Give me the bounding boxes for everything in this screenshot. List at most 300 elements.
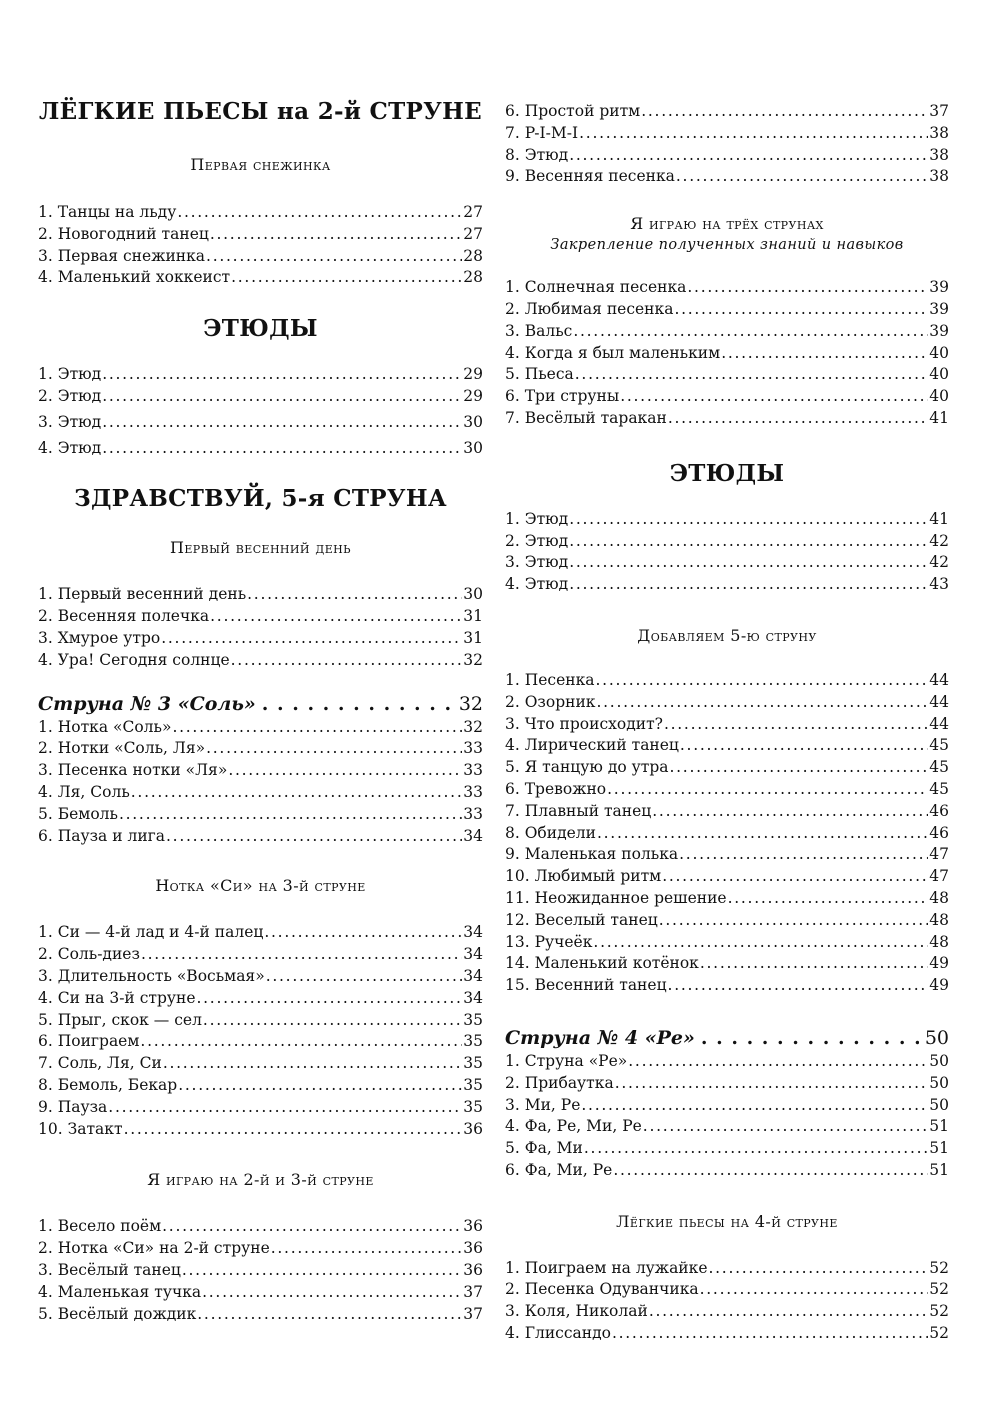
toc-entry [505,1051,949,1073]
leader-dots [579,123,928,145]
toc-entry [38,1053,483,1075]
toc-list [505,1051,949,1182]
entry-title: Весело поём [57,1217,162,1236]
entry-title: Этюд [57,412,102,431]
entry-number: 2. [505,692,525,711]
toc-entry [505,1073,949,1095]
entry-title: Соль, Ля, Си [57,1054,162,1073]
entry-number: 2. [505,1280,525,1299]
toc-entry [505,343,949,365]
toc-entry [505,692,949,714]
toc-entry [505,866,949,888]
toc-entry [505,166,949,188]
leader-dots [182,1260,462,1282]
page-number: 27 [463,203,483,221]
entry-title: Этюд [524,145,569,164]
toc-right-column [505,98,949,1345]
entry-title: Этюд [524,509,569,528]
toc-entry [38,1260,483,1282]
entry-title: Соль-диез [57,945,140,964]
entry-title: Весенняя полечка [57,607,210,626]
page-number: 35 [463,1075,483,1094]
toc-entry [505,509,949,531]
toc-entry [505,779,949,801]
entry-title: Неожиданное решение [534,888,727,907]
page-number: 51 [929,1160,949,1179]
toc-entry [505,888,949,910]
entry-title: Ми, Ре [524,1095,581,1114]
entry-title: Тревожно [524,779,607,798]
entry-title: Весёлый дождик [57,1304,197,1323]
toc-entry [38,267,483,289]
subsection-heading: Лёгкие пьесы на 4-й струне [616,1211,838,1231]
string-title: Струна № 4 «Ре» [505,1026,695,1049]
toc-entry [38,650,483,672]
entry-title: Этюд [57,365,102,384]
leader-dots [203,1010,462,1032]
toc-entry [505,844,949,866]
toc-entry [505,101,949,123]
toc-list [505,277,949,430]
entry-number: 10. [38,1119,68,1138]
subsection-heading: Первая снежинка [190,155,331,174]
entry-title: Когда я был маленьким [524,343,721,362]
toc-entry [38,922,483,944]
leader-dots [569,509,928,531]
leader-dots [569,145,928,167]
toc-entry [38,782,483,804]
toc-entry [505,1138,949,1160]
toc-entry [38,988,483,1010]
page-number: 44 [929,714,949,733]
toc-entry [505,123,949,145]
entry-number: 4. [38,268,58,287]
entry-number: 4. [38,1282,58,1301]
leader-dots [700,953,928,975]
entry-title: Ручеёк [534,932,593,951]
page-number: 38 [929,123,949,142]
page-number: 34 [463,826,483,845]
leader-dots [652,801,928,823]
page-number: 43 [929,575,949,594]
page-number: 39 [929,321,949,340]
entry-title: Этюд [524,531,569,550]
leader-dots [569,531,928,553]
leader-dots [607,779,928,801]
entry-number: 3. [38,1260,58,1279]
entry-title: Длительность «Восьмая» [57,966,265,985]
entry-title: Первый весенний день [57,585,247,604]
page-number: 47 [929,867,949,886]
entry-title: Бемоль, Бекар [57,1075,178,1094]
entry-title: Этюд [524,575,569,594]
entry-number: 3. [505,1302,525,1321]
toc-entry [505,277,949,299]
page-number: 40 [929,365,949,384]
toc-list [38,922,483,1140]
toc-entry [38,364,483,386]
page-number: 36 [463,1239,483,1258]
toc-list [505,101,949,188]
toc-entry [505,714,949,736]
toc-entry [38,1010,483,1032]
leader-dots [593,932,928,954]
entry-title: Что происходит? [524,714,663,733]
entry-title: Нотка «Си» на 2-й струне [57,1239,270,1258]
entry-number: 1. [505,670,525,689]
leader-dots [584,1138,928,1160]
leader-dots [581,1095,928,1117]
entry-number: 8. [38,1075,58,1094]
toc-entry [505,386,949,408]
entry-number: 5. [505,1139,525,1158]
page-number: 45 [929,758,949,777]
entry-title: Коля, Николай [524,1302,648,1321]
leader-dots [177,202,462,224]
page-number: 50 [929,1095,949,1114]
page-number: 32 [458,692,483,715]
entry-number: 3. [38,412,58,431]
entry-number: 7. [505,801,525,820]
subsection-title: Я играю на трёх струнах [630,214,824,234]
string-heading [505,1025,949,1051]
page-number: 40 [929,343,949,362]
leader-dots [643,1116,928,1138]
page-number: 52 [929,1258,949,1277]
entry-number: 2. [505,1073,525,1092]
entry-number: 5. [505,758,525,777]
leader-dots [266,966,463,988]
page-number: 49 [929,976,949,995]
page-number: 31 [463,628,483,647]
toc-entry [505,145,949,167]
toc-entry [38,1075,483,1097]
toc-entry [505,1279,949,1301]
page-number: 44 [929,670,949,689]
entry-title: Этюд [57,438,102,457]
leader-dots [131,782,463,804]
toc-list [38,1216,483,1325]
section-heading: ЭТЮДЫ [669,459,785,487]
entry-number: 4. [505,343,525,362]
page-number: 31 [463,607,483,626]
section-heading: ЭТЮДЫ [203,315,318,343]
leader-dots [102,364,462,386]
entry-title: Песенка Одуванчика [524,1280,699,1299]
page-number: 32 [463,717,483,736]
page-number: 32 [463,650,483,669]
entry-title: Пьеса [524,365,574,384]
entry-number: 4. [38,988,58,1007]
page-number: 35 [463,1097,483,1116]
page-number: 45 [929,736,949,755]
leader-dots [596,670,929,692]
entry-title: Затакт [67,1119,123,1138]
entry-title: Вальс [524,321,573,340]
entry-number: 7. [38,1054,58,1073]
entry-number: 9. [505,167,525,186]
toc-entry [38,412,483,434]
entry-number: 8. [505,145,525,164]
entry-title: Глиссандо [524,1324,611,1343]
leader-dots [141,944,462,966]
page-number: 30 [463,438,483,457]
toc-entry [38,944,483,966]
toc-entry [505,670,949,692]
section-heading: ЛЁГКИЕ ПЬЕСЫ на 2-й СТРУНЕ [39,98,482,125]
page-number: 34 [463,923,483,942]
entry-title: Ля, Соль [57,782,130,801]
toc-entry [38,1119,483,1141]
toc-entry [505,1258,949,1280]
leader-dots [172,717,462,739]
leader-dots [628,1051,928,1073]
leader-dots [162,1216,462,1238]
entry-number: 4. [38,438,58,457]
leader-dots [597,823,928,845]
entry-title: Си — 4-й лад и 4-й палец [57,923,264,942]
toc-entry [38,386,483,408]
entry-number: 3. [38,761,58,780]
entry-title: Песенка нотки «Ля» [57,761,228,780]
toc-entry [505,801,949,823]
page-number: 30 [463,585,483,604]
entry-title: Си на 3-й струне [57,988,196,1007]
entry-number: 1. [505,278,525,297]
toc-entry [505,1095,949,1117]
entry-number: 1. [505,509,525,528]
page-number: 44 [929,692,949,711]
entry-title: Пауза [57,1097,108,1116]
subsection-heading [505,214,949,253]
entry-number: 5. [38,804,58,823]
leader-dots [659,910,929,932]
page-number: 41 [929,408,949,427]
leader-dots [728,888,929,910]
entry-number: 6. [38,826,58,845]
page-number: 48 [929,888,949,907]
leader-dots [102,386,462,408]
page-number: 30 [463,412,483,431]
entry-number: 4. [505,1324,525,1343]
leader-dots [620,386,928,408]
page-number: 48 [929,932,949,951]
toc-entry [505,823,949,845]
leader-dots [569,574,928,596]
leader-dots [264,922,462,944]
entry-title: Хмурое утро [57,628,161,647]
entry-number: 8. [505,823,525,842]
leader-dots [575,364,928,386]
leader-dots [662,866,928,888]
toc-entry [38,717,483,739]
page-number: 27 [463,224,483,243]
entry-number: 1. [505,1051,525,1070]
leader-dots [612,1323,928,1345]
subsection-heading: Я играю на 2-й и 3-й струне [147,1170,374,1190]
leader-dots [721,343,928,365]
leader-dots [669,757,928,779]
toc-list [38,202,483,289]
page-number: 51 [929,1117,949,1136]
entry-title: Весенний танец [534,976,667,995]
leader-dots [676,166,928,188]
leader-dots [210,224,462,246]
toc-entry [38,966,483,988]
entry-number: 6. [505,779,525,798]
toc-entry [38,246,483,268]
entry-number: 9. [38,1097,58,1116]
entry-title: Любимый ритм [534,867,662,886]
entry-number: 1. [38,717,58,736]
toc-list [505,1258,949,1345]
page-number: 28 [463,246,483,265]
entry-number: 2. [505,531,525,550]
entry-number: 2. [38,739,58,758]
entry-number: 2. [38,1239,58,1258]
toc-entry [505,1160,949,1182]
entry-number: 3. [505,714,525,733]
toc-entry [38,760,483,782]
page-number: 52 [929,1302,949,1321]
entry-title: Новогодний танец [57,224,209,243]
entry-number: 14. [505,954,535,973]
page-number: 46 [929,801,949,820]
entry-number: 2. [505,299,525,318]
leader-dots [178,1075,462,1097]
leader-dots [615,1073,929,1095]
entry-title: Маленький котёнок [534,954,699,973]
string-title: Струна № 3 «Соль» [38,692,256,715]
entry-number: 4. [38,650,58,669]
entry-number: 6. [505,102,525,120]
entry-number: 11. [505,888,535,907]
entry-title: Маленькая полька [524,845,679,864]
leader-dots [649,1301,928,1323]
leader-dots [613,1160,928,1182]
entry-title: Струна «Ре» [524,1051,628,1070]
toc-entry [505,910,949,932]
page-number: 38 [929,145,949,164]
toc-list [38,717,483,848]
leader-dots [231,650,463,672]
leader-dots [271,1238,463,1260]
page-number: 52 [929,1280,949,1299]
entry-number: 1. [38,203,58,221]
entry-title: Веселый танец [534,910,658,929]
entry-number: 4. [505,736,525,755]
entry-title: Я танцую до утра [524,758,669,777]
toc-entry [505,953,949,975]
entry-title: Танцы на льду [57,203,177,221]
entry-title: Маленький хоккеист [57,268,231,287]
toc-list [38,364,483,459]
leader-dots [700,1279,929,1301]
entry-title: Песенка [524,670,595,689]
entry-title: Три струны [524,387,620,406]
page-number: 36 [463,1217,483,1236]
leader-dots [668,975,929,997]
page-number: 34 [463,988,483,1007]
entry-title: Поиграем на лужайке [524,1258,708,1277]
leader-dots [641,101,928,123]
entry-number: 1. [505,1258,525,1277]
entry-number: 15. [505,976,535,995]
string-heading [38,691,483,717]
entry-title: Озорник [524,692,596,711]
toc-list [505,670,949,997]
entry-number: 9. [505,845,525,864]
page-number: 35 [463,1054,483,1073]
page-number: 39 [929,278,949,297]
page-number: 52 [929,1324,949,1343]
toc-list [38,584,483,671]
entry-title: Весенняя песенка [524,167,675,186]
leader-dots [668,408,928,430]
entry-number: 6. [38,1032,58,1051]
entry-number: 5. [38,1010,58,1029]
entry-number: 2. [38,386,58,405]
leader-dots [108,1097,462,1119]
leader-dots [102,438,462,460]
entry-number: 3. [38,246,58,265]
toc-entry [505,735,949,757]
entry-number: 6. [505,1160,525,1179]
entry-title: Фа, Ре, Ми, Ре [524,1117,642,1136]
toc-entry [38,1031,483,1053]
entry-number: 10. [505,867,535,886]
page-number: 37 [463,1304,483,1323]
subsection-subtitle: Закрепление полученных знаний и навыков [550,237,904,254]
leader-dots [231,267,462,289]
leader-dots [197,1304,462,1326]
page-number: 38 [929,167,949,186]
page-number: 33 [463,761,483,780]
subsection-heading: Нотка «Си» на 3-й струне [155,876,366,896]
entry-title: Ура! Сегодня солнце [57,650,230,669]
toc-entry [505,408,949,430]
leader-dots [206,738,462,760]
page-number: 42 [929,553,949,572]
toc-entry [38,1238,483,1260]
leader-dots [709,1258,929,1280]
page-number: 28 [463,268,483,287]
page-number: 45 [929,779,949,798]
entry-number: 4. [505,575,525,594]
entry-title: Прыг, скок — сел [57,1010,202,1029]
entry-number: 7. [505,123,525,142]
leader-dots [102,412,462,434]
page-number: 51 [929,1139,949,1158]
entry-title: Первая снежинка [57,246,206,265]
toc-entry [38,1304,483,1326]
leader-dots [166,826,462,848]
entry-title: Весёлый таракан [524,408,667,427]
entry-number: 2. [38,945,58,964]
toc-entry [38,1097,483,1119]
page-number: 47 [929,845,949,864]
page-number: 50 [929,1073,949,1092]
toc-entry [38,606,483,628]
entry-title: Бемоль [57,804,118,823]
toc-entry [505,364,949,386]
toc-entry [38,584,483,606]
entry-title: Пауза и лига [57,826,166,845]
toc-entry [505,299,949,321]
subsection-heading: Добавляем 5-ю струну [637,625,817,645]
entry-title: Плавный танец [524,801,652,820]
entry-title: Простой ритм [524,102,641,120]
